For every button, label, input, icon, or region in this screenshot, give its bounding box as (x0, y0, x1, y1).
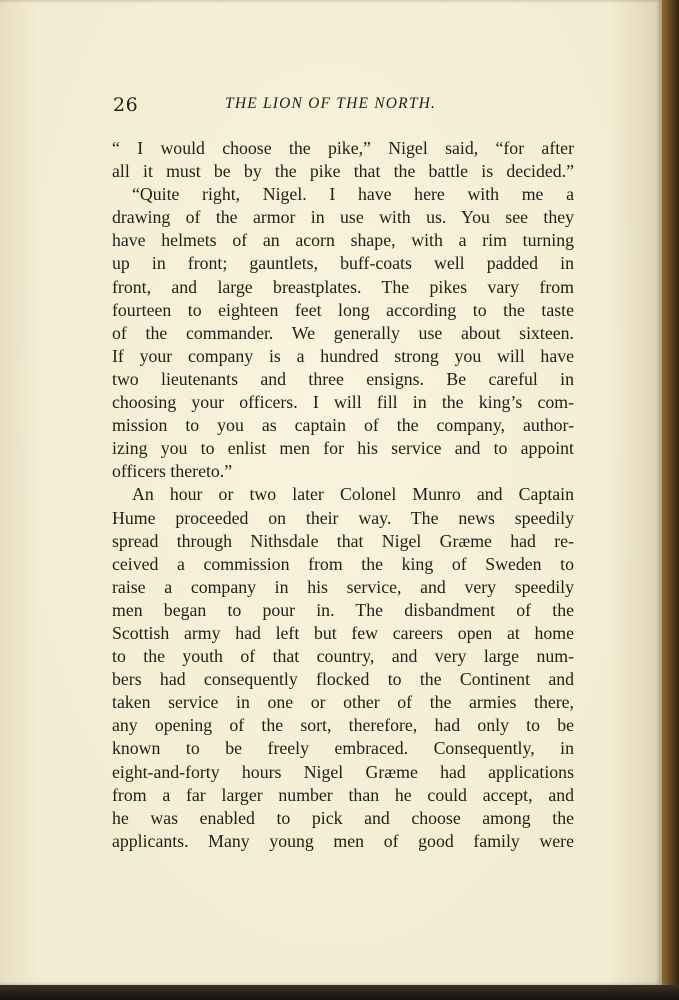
text-line: Hume proceeded on their way. The news speedily (112, 507, 574, 528)
text-line: two lieutenants and three ensigns. Be careful in (112, 368, 574, 389)
text-line: up in front; gauntlets, buff-coats well padded in (112, 253, 574, 274)
text-line: applicants. Many young men of good family were (112, 830, 574, 851)
text-line: men began to pour in. The disbandment of the (112, 599, 574, 620)
text-line: “Quite right, Nigel. I have here with me a (132, 184, 574, 205)
text-line: Scottish army had left but few careers open at home (112, 622, 574, 643)
text-line: drawing of the armor in use with us. You see they (112, 207, 574, 228)
book-bottom-edge (0, 985, 679, 1000)
text-line: ceived a commission from the king of Sweden to (112, 553, 574, 574)
text-line: from a far larger number than he could accept, and (112, 784, 574, 805)
text-line: front, and large breastplates. The pikes vary from (112, 276, 574, 297)
text-line: izing you to enlist men for his service and to appoint (112, 438, 574, 459)
text-line: If your company is a hundred strong you will have (112, 345, 574, 366)
running-title: THE LION OF THE NORTH. (225, 95, 437, 112)
text-line: mission to you as captain of the company, author- (112, 415, 574, 436)
text-line: spread through Nithsdale that Nigel Græme had re- (112, 530, 574, 551)
text-line: he was enabled to pick and choose among the (112, 807, 574, 828)
text-line: any opening of the sort, therefore, had only to be (112, 715, 574, 736)
text-line: raise a company in his service, and very speedily (112, 576, 574, 597)
text-line: bers had consequently flocked to the Continent and (112, 669, 574, 690)
text-line: have helmets of an acorn shape, with a rim turning (112, 230, 574, 251)
text-line: taken service in one or other of the armies there, (112, 692, 574, 713)
body-text (112, 137, 574, 853)
text-line: An hour or two later Colonel Munro and Captain (132, 484, 574, 505)
text-line: eight-and-forty hours Nigel Græme had applications (112, 761, 574, 782)
book-spine-edge (662, 0, 679, 1000)
text-line: officers thereto.” (112, 461, 233, 482)
text-line: all it must be by the pike that the battle is decided.” (112, 161, 574, 182)
text-line: fourteen to eighteen feet long according to the taste (112, 299, 574, 320)
page-header (113, 94, 585, 120)
text-line: “ I would choose the pike,” Nigel said, “for after (112, 138, 574, 158)
text-line: of the commander. We generally use about sixteen. (112, 322, 574, 343)
text-line: choosing your officers. I will fill in the king’s com- (112, 392, 574, 413)
text-line: to the youth of that country, and very large num- (112, 646, 574, 667)
text-line: known to be freely embraced. Consequently, in (112, 738, 574, 759)
page-number: 26 (113, 94, 139, 116)
